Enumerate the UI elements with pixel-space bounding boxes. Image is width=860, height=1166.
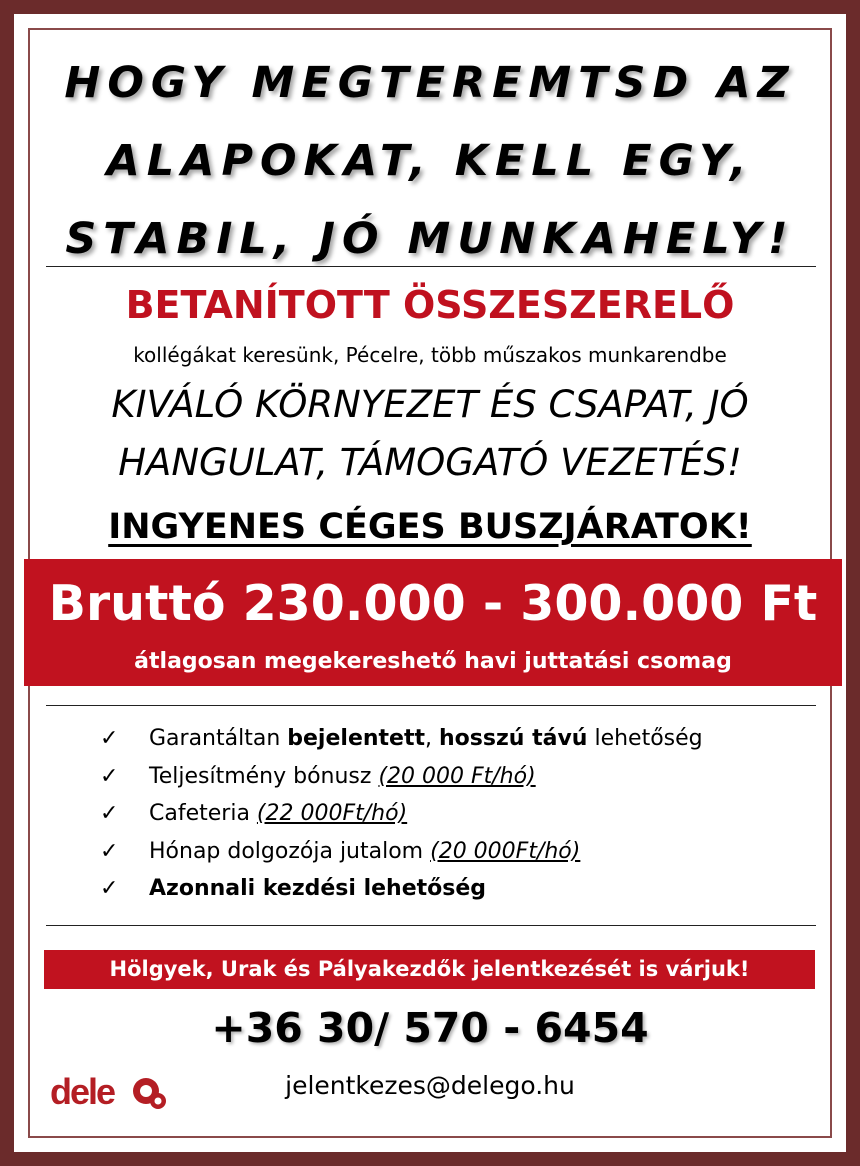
headline-line-2: ALAPOKAT, KELL EGY, (106, 136, 754, 186)
invite-banner: Hölgyek, Urak és Pályakezdők jelentkezését is várjuk! (44, 950, 815, 989)
check-icon: ✓ (100, 838, 119, 864)
check-icon: ✓ (100, 763, 119, 789)
benefit-detail: (22 000Ft/hó) (256, 801, 408, 826)
benefit-detail: (20 000Ft/hó) (430, 838, 581, 864)
check-icon: ✓ (100, 801, 119, 826)
benefit-text: Cafeteria (149, 801, 257, 826)
salary-note: átlagosan megekereshető havi juttatási csomag (134, 649, 732, 674)
phone-number[interactable]: +36 30/ 570 - 6454 (211, 1004, 649, 1052)
headline-line-3: STABIL, JÓ MUNKAHELY! (65, 214, 795, 264)
benefit-text: Hónap dolgozója jutalom (149, 838, 431, 864)
benefit-text: lehetőség (587, 726, 703, 751)
check-icon: ✓ (100, 726, 119, 751)
svg-text:dele: dele (50, 1071, 115, 1112)
job-title: BETANÍTOTT ÖSSZESZERELŐ (125, 283, 735, 327)
salary-box (24, 559, 842, 686)
highlights (30, 376, 830, 492)
benefits-list (100, 720, 820, 908)
bus-service (30, 500, 830, 554)
benefit-text: Teljesítmény bónusz (149, 763, 379, 789)
benefit-bold: bejelentett (287, 726, 425, 751)
salary-amount: Bruttó 230.000 - 300.000 Ft (48, 575, 818, 632)
benefit-item (100, 795, 820, 833)
highlight-line-2: HANGULAT, TÁMOGATÓ VEZETÉS! (118, 441, 742, 484)
benefit-detail: (20 000 Ft/hó) (378, 763, 536, 789)
headline (30, 44, 830, 278)
benefit-item (100, 833, 820, 871)
benefit-item (100, 870, 820, 908)
benefit-bold: Azonnali kezdési lehetőség (149, 876, 487, 901)
divider-benefits-top (46, 705, 816, 706)
benefit-item (100, 758, 820, 796)
bus-service-text: INGYENES CÉGES BUSZJÁRATOK! (108, 507, 752, 547)
job-subline: kollégákat keresünk, Pécelre, több műszakos munkarendbe (133, 343, 727, 367)
email-link[interactable]: jelentkezes@delego.hu (285, 1071, 575, 1100)
highlight-line-1: KIVÁLÓ KÖRNYEZET ÉS CSAPAT, JÓ (111, 383, 749, 426)
headline-line-1: HOGY MEGTEREMTSD AZ (64, 58, 796, 108)
benefit-text: Garantáltan (149, 726, 288, 751)
benefit-bold: hosszú távú (439, 726, 588, 751)
check-icon: ✓ (100, 876, 119, 901)
divider-top (46, 266, 816, 267)
benefit-text: , (425, 726, 439, 751)
divider-benefits-bottom (46, 925, 816, 926)
benefit-item (100, 720, 820, 758)
